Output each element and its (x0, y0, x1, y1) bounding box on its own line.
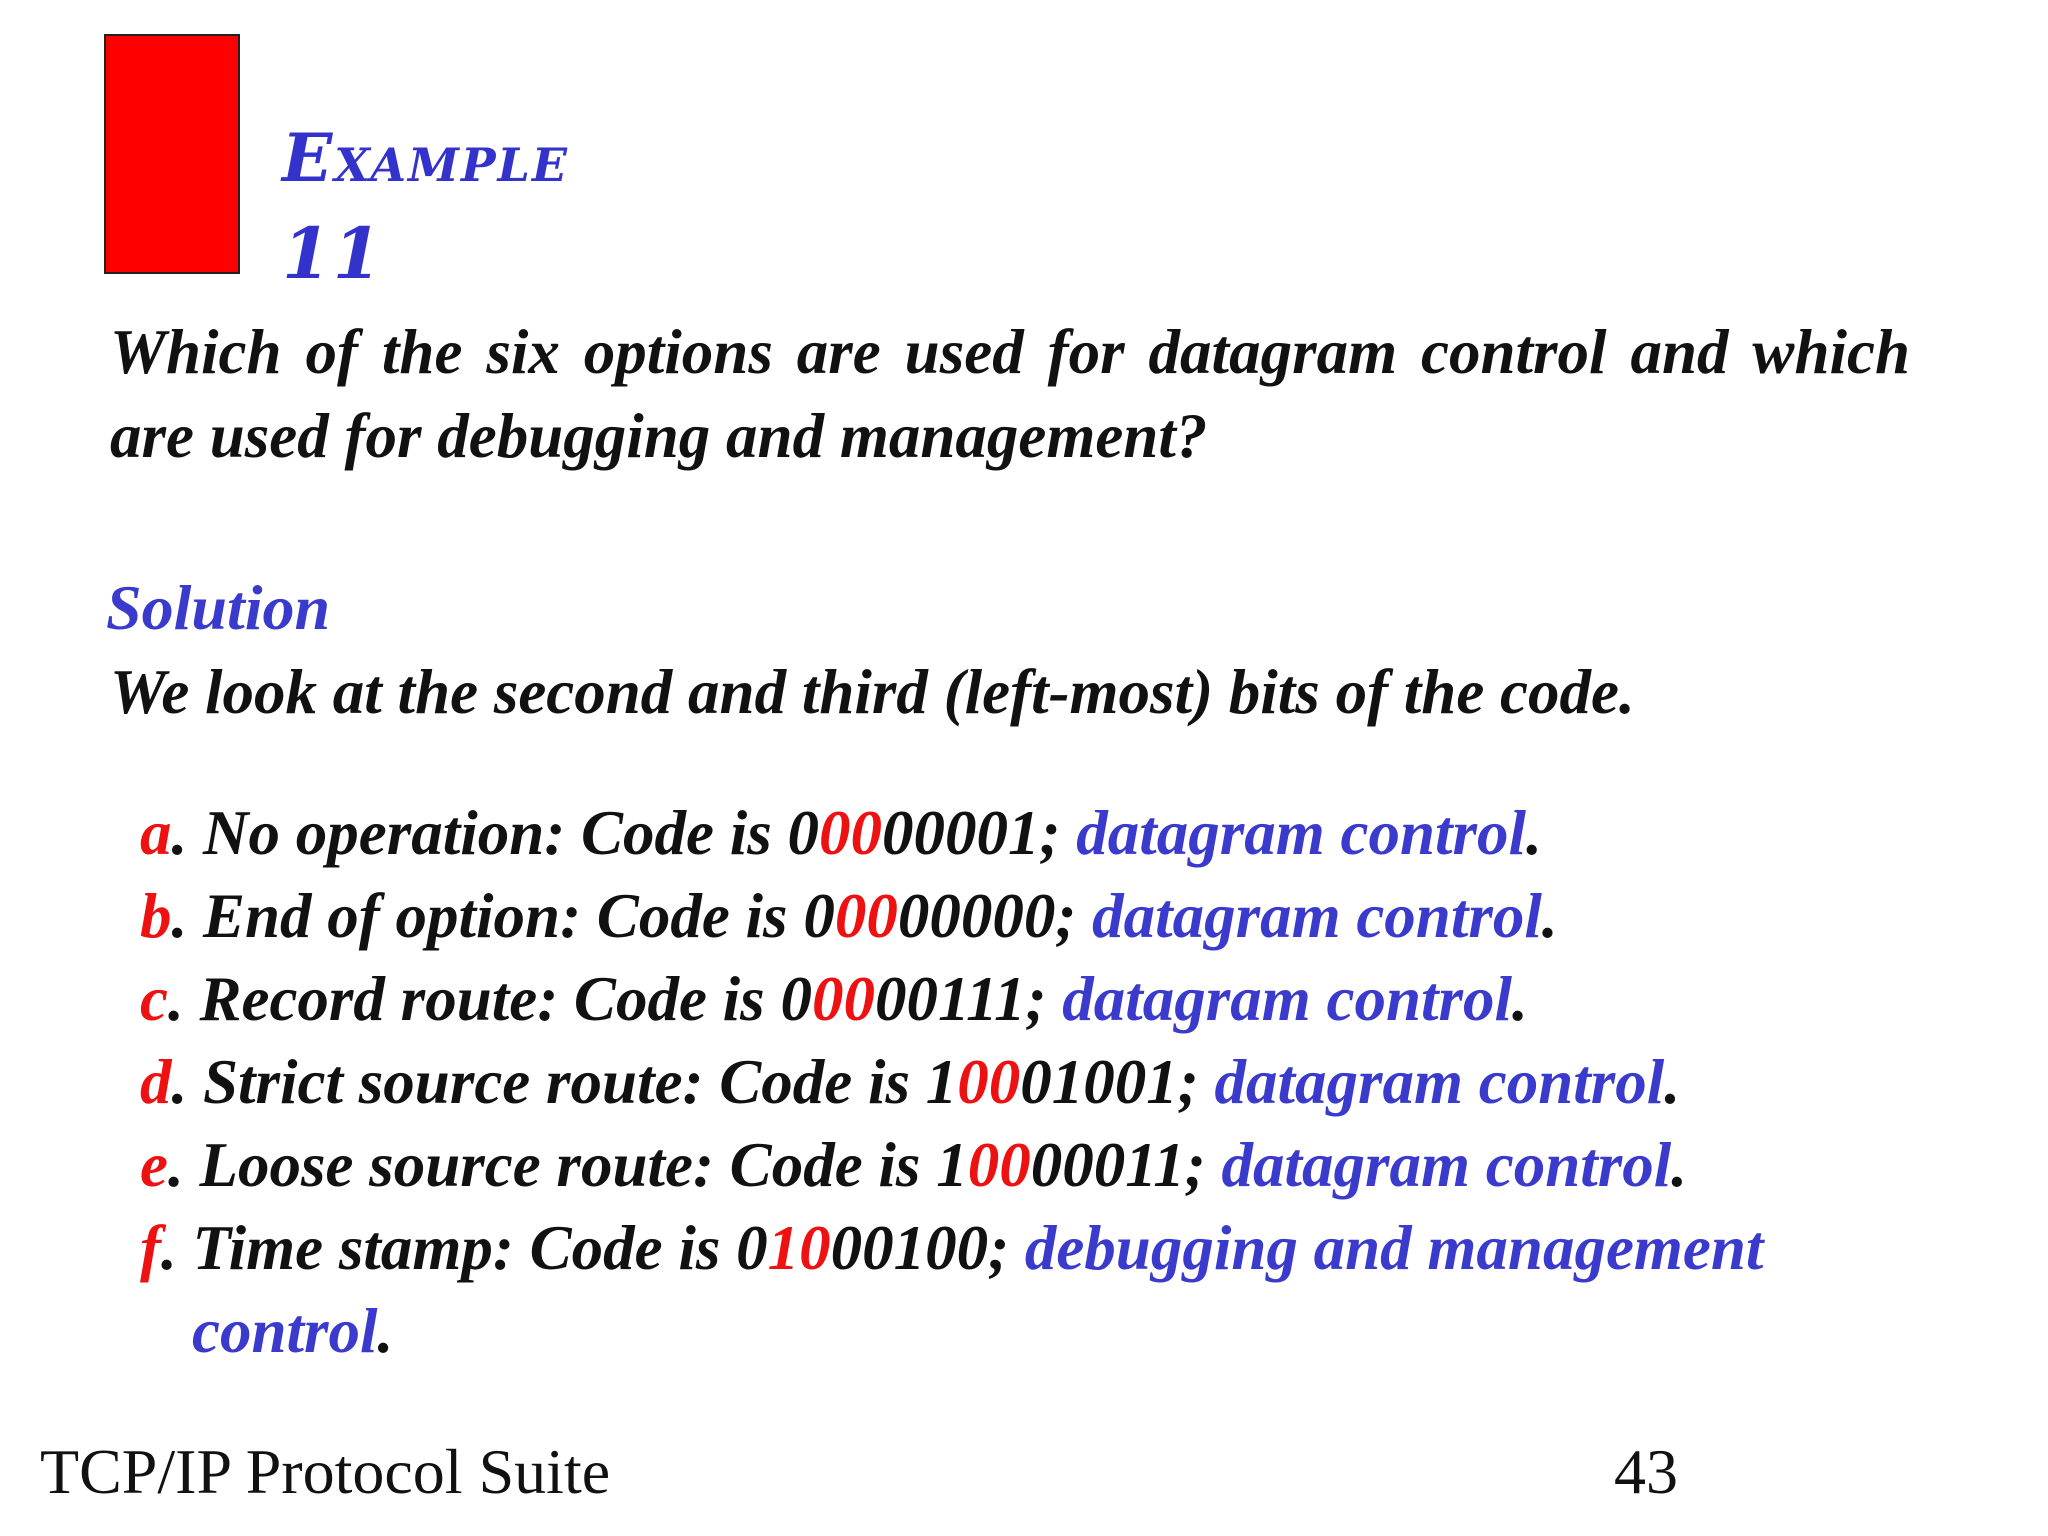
code-highlight-bits: 00 (811, 964, 875, 1034)
code-suffix: 00000; (897, 881, 1077, 951)
option-text: . Time stamp: Code is (160, 1213, 737, 1283)
option-end: . (377, 1296, 394, 1366)
option-end: . (1541, 881, 1558, 951)
option-category: datagram control (1092, 881, 1542, 951)
option-letter: d (140, 1047, 172, 1117)
code-prefix: 1 (936, 1130, 968, 1200)
option-text: . End of option: Code is (171, 881, 804, 951)
option-wrapped-line (140, 1290, 1980, 1373)
option-text: . Record route: Code is (167, 964, 781, 1034)
solution-heading: Solution (106, 572, 331, 643)
code-prefix: 0 (780, 964, 812, 1034)
option-category-continued: control (192, 1296, 378, 1366)
code-suffix: 01001; (1020, 1047, 1199, 1117)
code-highlight-bits: 00 (834, 881, 898, 951)
option-item-c (140, 958, 1980, 1041)
code-suffix: 00111; (874, 964, 1047, 1034)
option-item-d (140, 1041, 1980, 1124)
option-end: . (1671, 1130, 1688, 1200)
footer-course-title: TCP/IP Protocol Suite (40, 1436, 611, 1507)
option-text: . No operation: Code is (171, 798, 788, 868)
option-category: datagram control (1062, 964, 1513, 1034)
code-highlight-bits: 00 (967, 1130, 1031, 1200)
option-letter: e (140, 1130, 168, 1200)
option-item-f (140, 1207, 1980, 1373)
option-letter: c (140, 964, 168, 1034)
example-label: Example (282, 119, 569, 197)
code-prefix: 0 (803, 881, 835, 951)
code-prefix: 0 (787, 798, 820, 868)
options-list (140, 792, 1980, 1373)
option-letter: a (140, 798, 172, 868)
code-suffix: 00100; (830, 1213, 1010, 1283)
code-highlight-bits: 00 (957, 1047, 1021, 1117)
option-text: . Loose source route: Code is (167, 1130, 937, 1200)
option-end: . (1526, 798, 1542, 868)
option-category: datagram control (1214, 1047, 1665, 1117)
option-item-a (140, 792, 1980, 875)
example-title (282, 110, 569, 302)
example-number: 11 (282, 212, 384, 295)
code-prefix: 1 (925, 1047, 958, 1117)
option-category: datagram control (1221, 1130, 1672, 1200)
option-item-b (140, 875, 1980, 958)
code-suffix: 00001; (882, 798, 1061, 868)
option-category: debugging and management (1024, 1213, 1764, 1283)
red-accent-block (104, 34, 240, 274)
option-text: . Strict source route: Code is (171, 1047, 926, 1117)
code-prefix: 0 (736, 1213, 768, 1283)
option-letter: b (140, 881, 172, 951)
option-letter: f (140, 1213, 161, 1283)
question-text: Which of the six options are used for datagram control and which are used for debugging and management? (110, 317, 1910, 471)
solution-intro: We look at the second and third (left-most) bits of the code. (110, 657, 1635, 727)
code-highlight-bits: 00 (819, 798, 883, 868)
code-suffix: 00011; (1030, 1130, 1206, 1200)
footer-page-number: 43 (1614, 1436, 1678, 1507)
code-highlight-bits: 10 (767, 1213, 831, 1283)
option-end: . (1664, 1047, 1681, 1117)
option-end: . (1512, 964, 1528, 1034)
option-category: datagram control (1076, 798, 1527, 868)
option-item-e (140, 1124, 1980, 1207)
